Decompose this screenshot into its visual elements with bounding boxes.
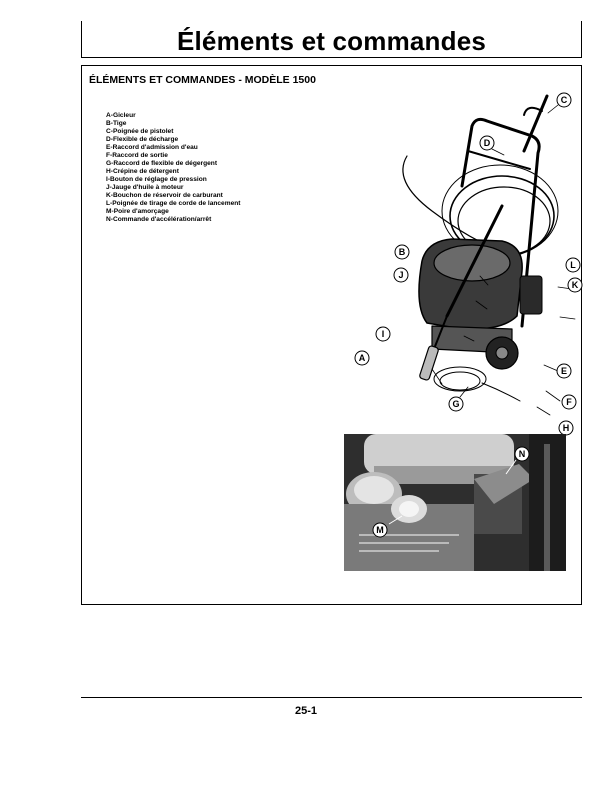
legend-item: K-Bouchon de réservoir de carburant bbox=[106, 192, 223, 199]
callout-l bbox=[566, 258, 580, 272]
callout-f bbox=[562, 395, 576, 409]
callout-i bbox=[376, 327, 390, 341]
svg-text:E: E bbox=[560, 366, 568, 377]
svg-text:C: C bbox=[560, 95, 568, 106]
legend-item: E-Raccord d'admission d'eau bbox=[106, 144, 198, 151]
legend-item: B-Tige bbox=[106, 120, 127, 127]
legend-item: M-Poire d'amorçage bbox=[106, 208, 169, 215]
svg-text:F: F bbox=[566, 397, 572, 408]
callout-n bbox=[515, 447, 529, 461]
svg-text:L: L bbox=[570, 260, 576, 271]
callout-b bbox=[395, 245, 409, 259]
page-number: 25-1 bbox=[294, 705, 318, 717]
callout-h bbox=[559, 421, 573, 435]
svg-text:A: A bbox=[358, 353, 366, 364]
content-panel bbox=[81, 65, 582, 605]
svg-text:N: N bbox=[518, 449, 526, 460]
pressure-washer-illustration bbox=[352, 91, 579, 434]
legend-item: H-Crépine de détergent bbox=[106, 168, 179, 175]
callout-d bbox=[480, 136, 494, 150]
legend-item: N-Commande d'accélération/arrêt bbox=[106, 216, 212, 223]
legend-item: D-Flexible de décharge bbox=[106, 136, 179, 143]
page-title: Éléments et commandes bbox=[176, 26, 487, 56]
svg-text:M: M bbox=[376, 525, 384, 536]
callout-e bbox=[557, 364, 571, 378]
legend-item: F-Raccord de sortie bbox=[106, 152, 168, 159]
callout-k bbox=[568, 278, 582, 292]
svg-text:H: H bbox=[562, 423, 570, 434]
legend-item: I-Bouton de réglage de pression bbox=[106, 176, 207, 183]
svg-text:B: B bbox=[398, 247, 406, 258]
callout-a bbox=[355, 351, 369, 365]
svg-text:D: D bbox=[483, 138, 491, 149]
svg-text:I: I bbox=[381, 329, 385, 340]
legend-item: A-Gicleur bbox=[106, 112, 136, 119]
callout-j bbox=[394, 268, 408, 282]
engine-photo bbox=[344, 434, 566, 571]
svg-text:K: K bbox=[571, 280, 579, 291]
parts-legend bbox=[106, 112, 240, 224]
legend-item: L-Poignée de tirage de corde de lancement bbox=[106, 200, 241, 207]
callout-m bbox=[373, 523, 387, 537]
legend-item: J-Jauge d'huile à moteur bbox=[106, 184, 184, 191]
svg-text:J: J bbox=[398, 270, 404, 281]
page-header bbox=[81, 21, 582, 58]
callout-g bbox=[449, 397, 463, 411]
footer-rule bbox=[81, 697, 582, 698]
callout-c bbox=[557, 93, 571, 107]
section-title: ÉLÉMENTS ET COMMANDES - MODÈLE 1500 bbox=[89, 74, 316, 86]
svg-text:G: G bbox=[452, 399, 460, 410]
legend-item: G-Raccord de flexible de dégergent bbox=[106, 160, 218, 167]
legend-item: C-Poignée de pistolet bbox=[106, 128, 174, 135]
